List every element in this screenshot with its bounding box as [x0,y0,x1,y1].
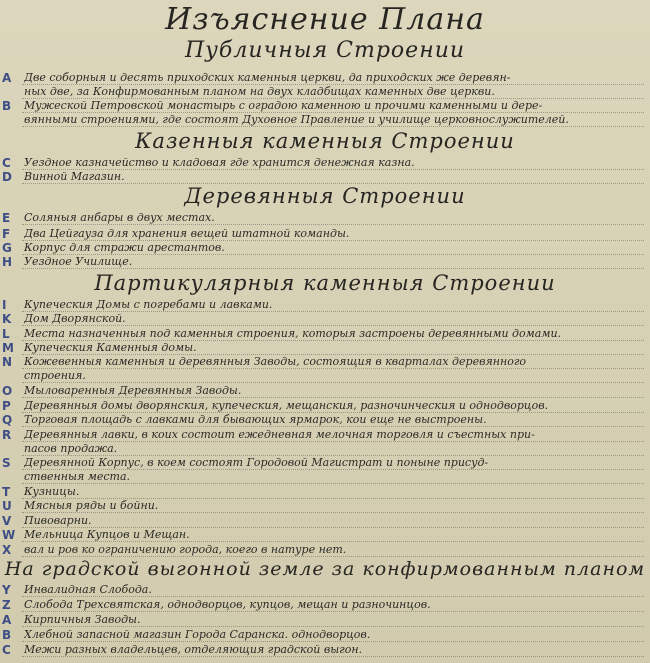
legend-letter: T [2,485,11,499]
legend-text: Две соборныя и десять приходских каменныя церкви, да приходских же деревян- [24,71,511,84]
legend-text: Мясныя ряды и бойни. [24,499,159,512]
legend-letter: Z [2,598,11,612]
legend-letter: I [2,298,7,312]
legend-text: Деревянной Корпус, в коем состоят Городовой Магистрат и поныне присуд- [24,456,489,469]
legend-entry [0,112,650,128]
legend-entry [0,527,650,543]
legend-text: Дом Дворянской. [24,312,126,325]
legend-entry [0,469,650,485]
legend-text: Деревянныя лавки, в коих состоит ежедневная мелочная торговля и съестных при- [24,428,535,441]
section-heading-outside: На градской выгонной земле за конфирмованным планом [4,558,646,580]
line-rule [22,268,644,269]
legend-text: Пивоварни. [24,514,92,527]
legend-letter: K [2,312,12,326]
legend-text: Соляныя анбары в двух местах. [24,211,215,224]
legend-text: строения. [24,369,86,382]
legend-letter: Y [2,583,11,597]
legend-text: Инвалидная Слобода. [24,583,152,596]
line-rule [22,656,644,657]
legend-text: Уездное казначейство и кладовая где хранится денежная казна. [24,156,415,169]
legend-text: Мельница Купцов и Мещан. [24,528,190,541]
legend-letter: H [2,255,13,269]
legend-text: Межи разных владельцев, отделяющия градской выгон. [24,643,363,656]
legend-letter: E [2,211,11,225]
line-rule [22,126,644,127]
legend-entry [0,210,650,226]
legend-text: Хлебной запасной магазин Города Саранска. однодворцов. [24,628,371,641]
legend-entry [0,254,650,270]
legend-letter: V [2,514,12,528]
legend-letter: Q [2,413,13,427]
legend-entry [0,412,650,428]
legend-text: Места назначенныя под каменныя строения, которыя застроены деревянными домами. [24,327,562,340]
section-heading-wooden: Деревянныя Строении [184,184,466,208]
section-heading-state: Казенныя каменныя Строении [135,129,515,153]
legend-text: Уездное Училище. [24,255,133,268]
legend-letter: B [2,628,12,642]
legend-entry [0,498,650,514]
legend-letter: X [2,543,12,557]
legend-text: вянными строениями, где состоят Духовное Правление и училище церковнослужителей. [24,113,569,126]
legend-letter: O [2,384,13,398]
legend-entry [0,612,650,628]
legend-text: Деревянныя домы дворянския, купеческия, мещанския, разночинческия и однодворцов. [24,399,549,412]
legend-letter: A [2,71,12,85]
legend-text: Купеческия Домы с погребами и лавками. [24,298,273,311]
legend-entry [0,169,650,185]
legend-letter: B [2,99,12,113]
legend-text: Мыловаренныя Деревянныя Заводы. [24,384,242,397]
legend-letter: A [2,613,12,627]
legend-letter: R [2,428,12,442]
legend-text: Мужеской Петровской монастырь с оградою каменною и прочими каменными и дере- [24,99,543,112]
legend-letter: D [2,170,12,184]
legend-text: пасов продажа. [24,442,118,455]
section-heading-public: Публичныя Строении [184,38,466,63]
section-heading-private: Партикулярныя каменныя Строении [94,271,556,295]
legend-text: Кузницы. [24,485,80,498]
legend-entry [0,542,650,558]
legend-entry [0,582,650,598]
legend-text: Винной Магазин. [24,170,125,183]
legend-letter: G [2,241,12,255]
legend-entry [0,597,650,613]
legend-text: Кожевенныя каменныя и деревянныя Заводы, состоящия в кварталах деревянного [24,355,527,368]
legend-entry [0,311,650,327]
legend-text: вал и ров ко ограничению города, коего в натуре нет. [24,543,347,556]
legend-letter: S [2,456,11,470]
legend-letter: L [2,327,10,341]
legend-letter: U [2,499,12,513]
legend-entry [0,368,650,384]
legend-text: Слобода Трехсвятская, однодворцов, купцов, мещан и разночинцов. [24,598,431,611]
legend-text: Два Цейгауза для хранения вещей штатной команды. [24,227,350,240]
legend-text: Купеческия Каменныя домы. [24,341,197,354]
legend-letter: N [2,355,13,369]
legend-letter: M [2,341,14,355]
legend-text: ных две, за Конфирмованным планом на двух кладбищах каменных две церкви. [24,85,495,98]
legend-entry [0,642,650,658]
legend-letter: C [2,643,11,657]
legend-text: Торговая площадь с лавками для бывающих ярмарок, кои еще не выстроены. [24,413,487,426]
legend-text: ственныя места. [24,470,131,483]
legend-entry [0,627,650,643]
legend-letter: F [2,227,11,241]
legend-letter: W [2,528,16,542]
legend-letter: P [2,399,11,413]
legend-text: Корпус для стражи арестантов. [24,241,225,254]
legend-entry [0,383,650,399]
line-rule [22,556,644,557]
legend-text: Кирпичныя Заводы. [24,613,141,626]
legend-letter: C [2,156,11,170]
line-rule [22,224,644,225]
page-title: Изъяснение Плана [165,2,485,37]
